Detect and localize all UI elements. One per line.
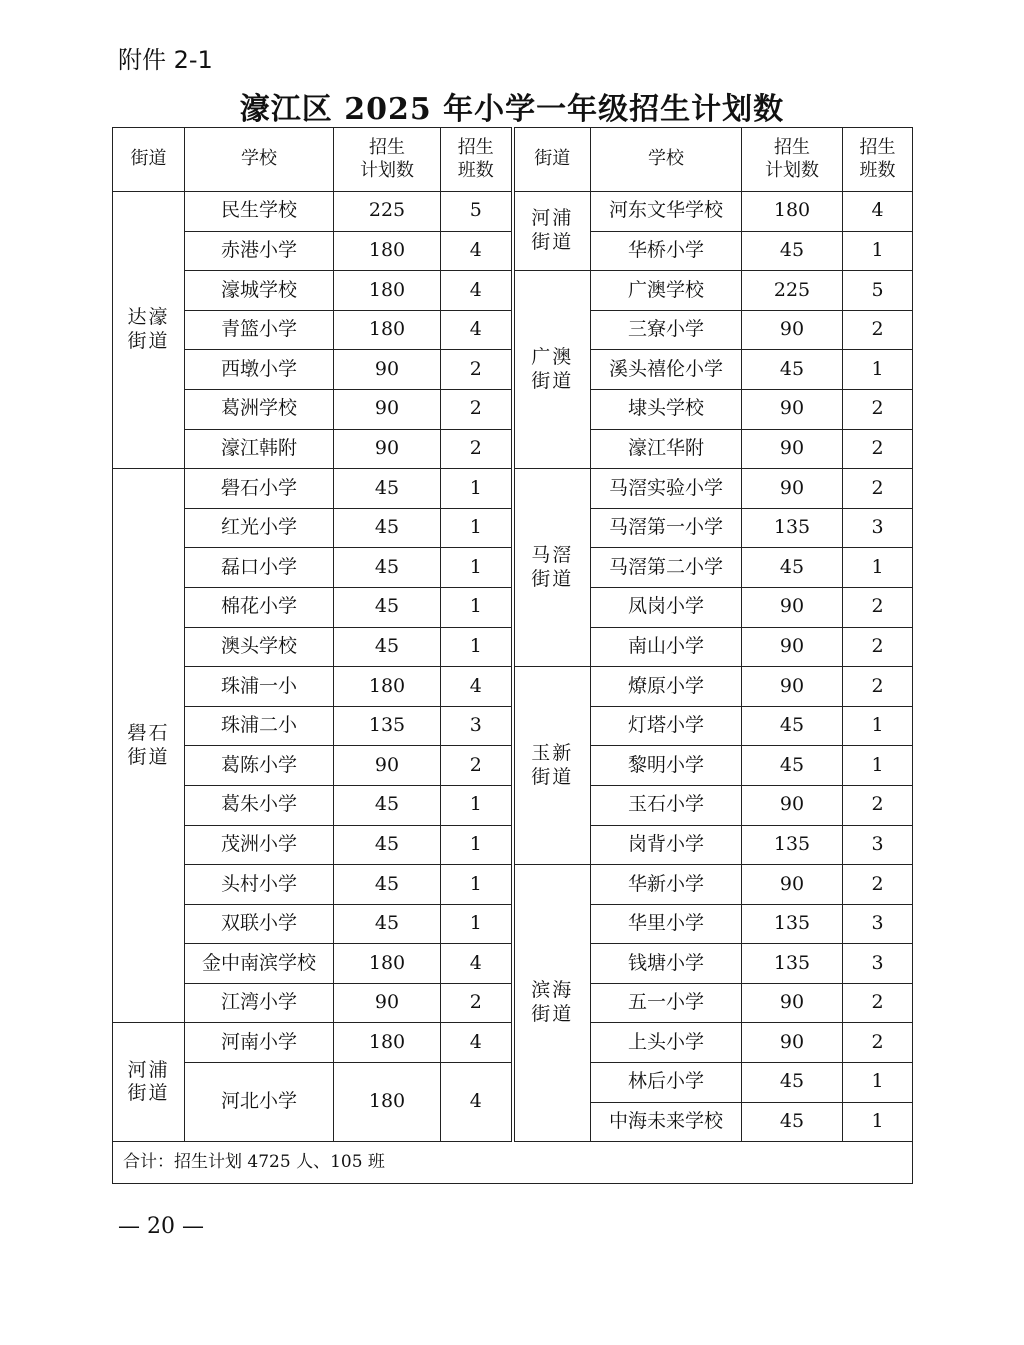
plan-cell: 45 [742, 1063, 843, 1103]
school-cell: 上头小学 [591, 1023, 742, 1063]
classes-cell: 3 [843, 508, 913, 548]
school-cell: 林后小学 [591, 1063, 742, 1103]
plan-cell: 45 [334, 548, 441, 588]
street-hepu: 河浦 街道 [113, 1023, 185, 1142]
classes-cell: 4 [441, 944, 513, 984]
plan-cell: 45 [334, 825, 441, 865]
classes-cell: 4 [441, 310, 513, 350]
table-row [113, 192, 913, 232]
classes-cell: 1 [843, 746, 913, 786]
classes-cell: 1 [441, 865, 513, 905]
classes-cell: 2 [843, 785, 913, 825]
school-cell: 河南小学 [185, 1023, 334, 1063]
plan-cell: 180 [334, 667, 441, 707]
classes-cell: 1 [843, 706, 913, 746]
classes-cell: 1 [441, 627, 513, 667]
classes-cell: 1 [843, 1102, 913, 1142]
classes-cell: 1 [843, 231, 913, 271]
school-cell: 西墩小学 [185, 350, 334, 390]
classes-cell: 2 [843, 983, 913, 1023]
school-cell: 玉石小学 [591, 785, 742, 825]
plan-cell: 90 [742, 389, 843, 429]
school-cell: 凤岗小学 [591, 587, 742, 627]
table-row [113, 469, 913, 509]
plan-cell: 90 [334, 983, 441, 1023]
header-plan-right: 招生 计划数 [742, 128, 843, 192]
total-text: 合计：招生计划 4725 人、105 班 [113, 1142, 913, 1184]
school-cell: 棉花小学 [185, 587, 334, 627]
school-cell: 头村小学 [185, 865, 334, 905]
header-school: 学校 [185, 128, 334, 192]
page-title: 濠江区 2025 年小学一年级招生计划数 [239, 92, 785, 127]
classes-cell: 1 [441, 587, 513, 627]
plan-cell: 90 [334, 350, 441, 390]
plan-cell: 135 [742, 508, 843, 548]
plan-cell: 225 [742, 271, 843, 311]
plan-cell: 180 [334, 1023, 441, 1063]
school-cell: 中海未来学校 [591, 1102, 742, 1142]
classes-cell: 4 [441, 667, 513, 707]
classes-cell: 4 [441, 1063, 513, 1142]
classes-cell: 4 [843, 192, 913, 232]
school-cell: 华里小学 [591, 904, 742, 944]
classes-cell: 2 [441, 350, 513, 390]
classes-cell: 2 [843, 469, 913, 509]
plan-cell: 45 [334, 627, 441, 667]
classes-cell: 5 [441, 192, 513, 232]
classes-cell: 2 [843, 389, 913, 429]
classes-cell: 3 [843, 944, 913, 984]
classes-cell: 1 [441, 785, 513, 825]
classes-cell: 2 [441, 746, 513, 786]
school-cell: 葛洲学校 [185, 389, 334, 429]
school-cell: 广澳学校 [591, 271, 742, 311]
header-plan: 招生 计划数 [334, 128, 441, 192]
classes-cell: 1 [843, 1063, 913, 1103]
school-cell: 礐石小学 [185, 469, 334, 509]
school-cell: 灯塔小学 [591, 706, 742, 746]
plan-cell: 90 [742, 1023, 843, 1063]
plan-cell: 45 [742, 231, 843, 271]
school-cell: 茂洲小学 [185, 825, 334, 865]
school-cell: 濠江华附 [591, 429, 742, 469]
classes-cell: 4 [441, 231, 513, 271]
plan-cell: 180 [334, 944, 441, 984]
classes-cell: 3 [441, 706, 513, 746]
classes-cell: 3 [843, 825, 913, 865]
plan-cell: 45 [742, 548, 843, 588]
classes-cell: 5 [843, 271, 913, 311]
school-cell: 珠浦二小 [185, 706, 334, 746]
school-cell: 濠城学校 [185, 271, 334, 311]
plan-cell: 45 [334, 587, 441, 627]
plan-cell: 90 [334, 389, 441, 429]
street-queshi: 礐石 街道 [113, 469, 185, 1023]
school-cell: 钱塘小学 [591, 944, 742, 984]
table-row [113, 865, 913, 905]
header-school-right: 学校 [591, 128, 742, 192]
plan-cell: 45 [334, 904, 441, 944]
school-cell: 燎原小学 [591, 667, 742, 707]
street-dahao: 达濠 街道 [113, 192, 185, 469]
classes-cell: 1 [843, 548, 913, 588]
classes-cell: 1 [441, 469, 513, 509]
header-street: 街道 [113, 128, 185, 192]
classes-cell: 2 [843, 1023, 913, 1063]
school-cell: 黎明小学 [591, 746, 742, 786]
street-hepu-right: 河浦 街道 [513, 192, 591, 271]
school-cell: 埭头学校 [591, 389, 742, 429]
plan-cell: 90 [742, 587, 843, 627]
school-cell: 溪头禧伦小学 [591, 350, 742, 390]
school-cell: 双联小学 [185, 904, 334, 944]
school-cell: 河北小学 [185, 1063, 334, 1142]
classes-cell: 2 [843, 865, 913, 905]
classes-cell: 2 [843, 587, 913, 627]
plan-cell: 180 [334, 1063, 441, 1142]
attachment-label: 附件 2-1 [118, 46, 213, 74]
plan-cell: 225 [334, 192, 441, 232]
classes-cell: 4 [441, 271, 513, 311]
school-cell: 金中南滨学校 [185, 944, 334, 984]
classes-cell: 2 [441, 389, 513, 429]
street-binhai: 滨海 街道 [513, 865, 591, 1142]
classes-cell: 4 [441, 1023, 513, 1063]
plan-cell: 90 [334, 746, 441, 786]
street-guangao: 广澳 街道 [513, 271, 591, 469]
school-cell: 葛陈小学 [185, 746, 334, 786]
plan-cell: 135 [742, 944, 843, 984]
classes-cell: 1 [441, 548, 513, 588]
plan-cell: 180 [334, 271, 441, 311]
plan-cell: 45 [742, 746, 843, 786]
school-cell: 五一小学 [591, 983, 742, 1023]
classes-cell: 3 [843, 904, 913, 944]
header-classes-right: 招生 班数 [843, 128, 913, 192]
school-cell: 岗背小学 [591, 825, 742, 865]
plan-cell: 45 [334, 469, 441, 509]
table-row [113, 667, 913, 707]
total-row [113, 1142, 913, 1184]
school-cell: 葛朱小学 [185, 785, 334, 825]
school-cell: 赤港小学 [185, 231, 334, 271]
school-cell: 华桥小学 [591, 231, 742, 271]
table-row [113, 271, 913, 311]
plan-cell: 45 [742, 350, 843, 390]
classes-cell: 2 [843, 310, 913, 350]
school-cell: 澳头学校 [185, 627, 334, 667]
classes-cell: 2 [843, 429, 913, 469]
plan-cell: 45 [742, 706, 843, 746]
header-classes: 招生 班数 [441, 128, 513, 192]
table-header-row [113, 128, 913, 192]
plan-cell: 90 [742, 469, 843, 509]
classes-cell: 2 [843, 627, 913, 667]
classes-cell: 1 [843, 350, 913, 390]
classes-cell: 2 [843, 667, 913, 707]
plan-cell: 90 [742, 785, 843, 825]
plan-cell: 180 [334, 231, 441, 271]
school-cell: 华新小学 [591, 865, 742, 905]
classes-cell: 1 [441, 825, 513, 865]
classes-cell: 1 [441, 904, 513, 944]
plan-cell: 180 [334, 310, 441, 350]
school-cell: 马滘第二小学 [591, 548, 742, 588]
plan-cell: 45 [334, 865, 441, 905]
plan-cell: 180 [742, 192, 843, 232]
school-cell: 河东文华学校 [591, 192, 742, 232]
school-cell: 三寮小学 [591, 310, 742, 350]
header-street-right: 街道 [513, 128, 591, 192]
plan-cell: 90 [742, 627, 843, 667]
plan-cell: 90 [742, 865, 843, 905]
school-cell: 青篮小学 [185, 310, 334, 350]
school-cell: 南山小学 [591, 627, 742, 667]
plan-cell: 135 [334, 706, 441, 746]
street-yuxin: 玉新 街道 [513, 667, 591, 865]
plan-cell: 45 [334, 508, 441, 548]
plan-cell: 90 [742, 310, 843, 350]
school-cell: 马滘实验小学 [591, 469, 742, 509]
plan-cell: 45 [742, 1102, 843, 1142]
classes-cell: 1 [441, 508, 513, 548]
school-cell: 濠江韩附 [185, 429, 334, 469]
school-cell: 马滘第一小学 [591, 508, 742, 548]
school-cell: 江湾小学 [185, 983, 334, 1023]
plan-cell: 90 [334, 429, 441, 469]
plan-cell: 135 [742, 904, 843, 944]
plan-cell: 135 [742, 825, 843, 865]
plan-cell: 45 [334, 785, 441, 825]
plan-cell: 90 [742, 667, 843, 707]
school-cell: 红光小学 [185, 508, 334, 548]
street-majiao: 马滘 街道 [513, 469, 591, 667]
page-number: — 20 — [118, 1214, 204, 1239]
school-cell: 民生学校 [185, 192, 334, 232]
classes-cell: 2 [441, 429, 513, 469]
school-cell: 磊口小学 [185, 548, 334, 588]
school-cell: 珠浦一小 [185, 667, 334, 707]
plan-cell: 90 [742, 429, 843, 469]
classes-cell: 2 [441, 983, 513, 1023]
plan-cell: 90 [742, 983, 843, 1023]
enrollment-plan-table [112, 127, 913, 1184]
